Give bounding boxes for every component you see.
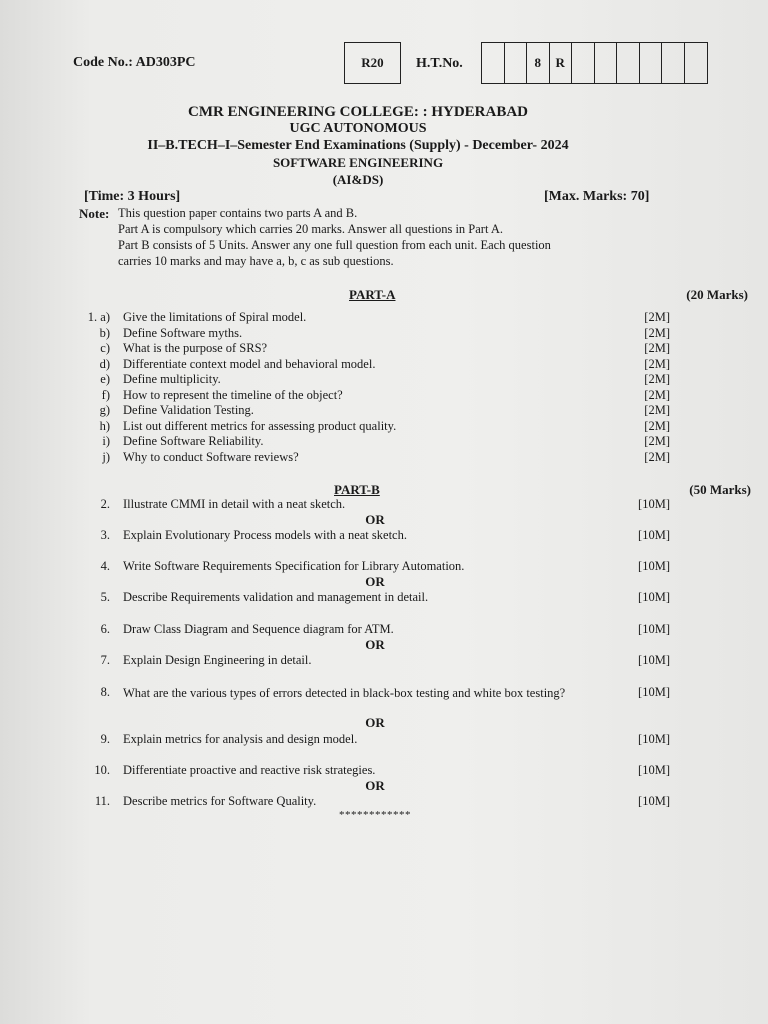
note-label: Note: (79, 206, 110, 221)
question-marks: [10M] (638, 497, 670, 511)
question-text: Define Software Reliability. (123, 434, 264, 448)
question-marks: [2M] (644, 418, 670, 433)
question-text: Differentiate proactive and reactive risk strategies. (123, 763, 376, 777)
question-marks: [10M] (638, 763, 670, 777)
or-separator: OR (365, 574, 385, 589)
question-text: Draw Class Diagram and Sequence diagram for ATM. (123, 622, 394, 636)
question-text: Describe Requirements validation and management in detail. (123, 590, 429, 604)
part-b-marks: (50 Marks) (689, 482, 751, 497)
subject-title: SOFTWARE ENGINEERING (272, 155, 444, 170)
question-number: 10. (94, 763, 110, 777)
question-marks: [2M] (644, 403, 670, 417)
question-marks: [10M] (638, 559, 670, 573)
question-number: 4. (100, 559, 110, 573)
question-text: Define multiplicity. (123, 372, 221, 386)
question-text: Write Software Requirements Specification for Library Automation. (123, 559, 465, 573)
question-row (0, 357, 768, 373)
question-marks: [2M] (644, 310, 670, 324)
question-row (0, 434, 768, 450)
htno-cell (640, 43, 663, 83)
question-number: h) (99, 418, 110, 433)
hall-ticket-label: H.T.No. (416, 56, 463, 71)
end-stars: ************ (339, 809, 411, 821)
question-number: 5. (100, 590, 110, 604)
question-marks: [10M] (638, 794, 670, 808)
autonomy-status: UGC AUTONOMOUS (289, 121, 427, 136)
code-number: Code No.: AD303PC (73, 55, 196, 70)
question-marks: [10M] (638, 732, 670, 746)
question-row (0, 763, 768, 779)
question-text: Why to conduct Software reviews? (123, 449, 299, 464)
question-row (0, 326, 768, 342)
note-line: carries 10 marks and may have a, b, c as sub questions. (118, 254, 394, 268)
question-text: Explain Design Engineering in detail. (123, 653, 312, 667)
question-text: Define Software myths. (123, 325, 243, 340)
question-text: What are the various types of errors detected in black-box testing and white box testing? (123, 686, 566, 700)
htno-cell (482, 43, 505, 83)
htno-cell (662, 43, 685, 83)
question-text: Differentiate context model and behavioral model. (123, 356, 376, 371)
or-separator: OR (365, 637, 385, 652)
question-number: 7. (100, 653, 110, 667)
exam-duration: [Time: 3 Hours] (84, 189, 181, 204)
question-marks: [2M] (644, 372, 670, 386)
exam-title: II–B.TECH–I–Semester End Examinations (Supply) - December- 2024 (147, 138, 569, 153)
note-line: Part A is compulsory which carries 20 marks. Answer all questions in Part A. (118, 222, 504, 236)
htno-cell (572, 43, 595, 83)
branch-title: (AI&DS) (332, 172, 384, 187)
question-number: 3. (100, 528, 110, 542)
college-name: CMR ENGINEERING COLLEGE: : HYDERABAD (187, 104, 529, 120)
question-text: Give the limitations of Spiral model. (123, 310, 307, 324)
question-number: i) (102, 434, 110, 448)
question-row (0, 388, 768, 404)
note-line: This question paper contains two parts A and B. (118, 206, 358, 220)
part-b-title: PART-B (334, 482, 380, 497)
question-row (0, 732, 768, 748)
question-marks: [10M] (638, 653, 670, 667)
question-row (0, 622, 768, 638)
question-row (0, 794, 768, 810)
question-row (0, 372, 768, 388)
question-number: 1. a) (87, 310, 110, 324)
question-text: Illustrate CMMI in detail with a neat sketch. (123, 497, 346, 511)
question-text: How to represent the timeline of the object? (123, 387, 343, 402)
question-number: c) (100, 341, 110, 355)
question-row (0, 590, 768, 606)
question-marks: [10M] (638, 590, 670, 604)
question-marks: [2M] (644, 356, 670, 371)
question-row (0, 653, 768, 669)
question-marks: [2M] (644, 325, 670, 340)
question-marks: [10M] (638, 685, 670, 699)
question-number: f) (101, 387, 110, 402)
question-marks: [2M] (644, 449, 670, 464)
question-number: 9. (100, 732, 110, 746)
question-number: b) (99, 325, 110, 340)
question-text: Describe metrics for Software Quality. (123, 794, 317, 808)
question-number: 8. (100, 685, 110, 699)
question-row (0, 419, 768, 435)
htno-cell (595, 43, 618, 83)
question-row (0, 685, 768, 717)
question-number: g) (99, 403, 110, 417)
part-a-marks: (20 Marks) (686, 287, 748, 302)
question-row (0, 497, 768, 513)
question-row (0, 450, 768, 466)
question-text: Explain metrics for analysis and design model. (123, 732, 358, 746)
question-number: d) (99, 356, 110, 371)
question-marks: [2M] (644, 341, 670, 355)
or-separator: OR (365, 715, 385, 730)
or-separator: OR (365, 778, 385, 793)
regulation-box: R20 (344, 42, 401, 84)
question-text: List out different metrics for assessing product quality. (123, 418, 397, 433)
question-number: j) (102, 449, 110, 464)
hall-ticket-boxes (481, 42, 708, 84)
question-marks: [10M] (638, 528, 670, 542)
question-marks: [2M] (644, 434, 670, 448)
htno-cell (505, 43, 528, 83)
question-row (0, 528, 768, 544)
htno-cell: R (550, 43, 573, 83)
htno-cell (617, 43, 640, 83)
part-a-title: PART-A (349, 287, 396, 302)
htno-cell: 8 (527, 43, 550, 83)
question-row (0, 559, 768, 575)
question-number: 2. (100, 497, 110, 511)
question-marks: [10M] (638, 622, 670, 636)
note-line: Part B consists of 5 Units. Answer any one full question from each unit. Each question (118, 238, 551, 252)
question-number: e) (100, 372, 110, 386)
question-number: 6. (100, 622, 110, 636)
or-separator: OR (365, 512, 385, 527)
question-text: What is the purpose of SRS? (123, 341, 268, 355)
question-text: Explain Evolutionary Process models with a neat sketch. (123, 528, 407, 542)
question-row (0, 341, 768, 357)
question-number: 11. (94, 794, 110, 808)
question-row (0, 403, 768, 419)
question-marks: [2M] (644, 387, 670, 402)
htno-cell (685, 43, 708, 83)
max-marks: [Max. Marks: 70] (544, 189, 650, 204)
question-row (0, 310, 768, 326)
question-text: Define Validation Testing. (123, 403, 254, 417)
